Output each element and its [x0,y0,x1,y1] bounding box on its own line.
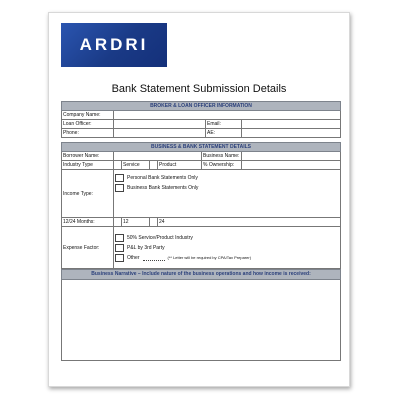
loan-officer-label: Loan Officer: [62,120,114,128]
income-option-business[interactable] [115,183,198,193]
product-checkbox[interactable] [150,161,158,169]
ae-label: AE: [206,129,242,137]
industry-row [61,161,341,170]
borrower-field[interactable] [114,152,202,160]
expense-option-label: 50% Service/Product Industry [127,234,193,241]
product-label: Product [158,161,202,169]
months-12-label: 12 [122,218,150,226]
checkbox-icon[interactable] [115,184,124,192]
business-section-header: BUSINESS & BANK STATEMENT DETAILS [61,142,341,152]
checkbox-icon[interactable] [115,254,124,262]
form [61,101,341,361]
loan-officer-field[interactable] [114,120,206,128]
expense-option-pl[interactable] [115,243,165,253]
other-field[interactable] [143,255,165,261]
other-label: Other [127,254,140,261]
email-field[interactable] [242,120,340,128]
ardri-logo [61,23,167,67]
expense-option-label: P&L by 3rd Party [127,244,165,251]
checkbox-icon[interactable] [115,244,124,252]
expense-options [114,227,340,268]
income-option-label: Business Bank Statements Only [127,185,199,191]
service-checkbox[interactable] [114,161,122,169]
business-name-label: Business Name: [202,152,242,160]
months-label: 12/24 Months: [62,218,114,226]
phone-label: Phone: [62,129,114,137]
industry-label: Industry Type [62,161,114,169]
form-page [48,12,350,387]
income-option-personal[interactable] [115,173,198,183]
income-option-label: Personal Bank Statements Only [127,175,198,181]
expense-row [61,227,341,269]
expense-label: Expense Factor: [62,227,114,268]
narrative-field[interactable] [61,280,341,361]
other-note: (** Letter will be required by CPA/Tax Preparer) [167,255,252,260]
months-row [61,218,341,227]
loan-officer-row [61,120,341,129]
months-12-checkbox[interactable] [114,218,122,226]
ownership-field[interactable] [242,161,340,169]
expense-option-50[interactable] [115,233,193,243]
narrative-header: Business Narrative – Include nature of the business operations and how income is received: [61,269,341,280]
checkbox-icon[interactable] [115,174,124,182]
service-label: Service [122,161,150,169]
borrower-row [61,152,341,161]
company-field[interactable] [114,111,340,119]
checkbox-icon[interactable] [115,234,124,242]
income-options [114,170,340,217]
ae-field[interactable] [242,129,340,137]
phone-row [61,129,341,138]
phone-field[interactable] [114,129,206,137]
income-type-row [61,170,341,218]
months-24-label: 24 [159,219,165,225]
borrower-label: Borrower Name: [62,152,114,160]
expense-option-other[interactable] [115,253,251,263]
logo-text: ARDRI [79,35,149,54]
ownership-label: % Ownership: [202,161,242,169]
company-label: Company Name: [62,111,114,119]
company-row [61,111,341,120]
months-24-checkbox[interactable] [150,218,158,226]
broker-section-header: BROKER & LOAN OFFICER INFORMATION [61,101,341,111]
email-label: Email: [206,120,242,128]
page-title: Bank Statement Submission Details [111,83,287,95]
business-name-field[interactable] [242,152,340,160]
income-type-label: Income Type: [62,170,114,217]
